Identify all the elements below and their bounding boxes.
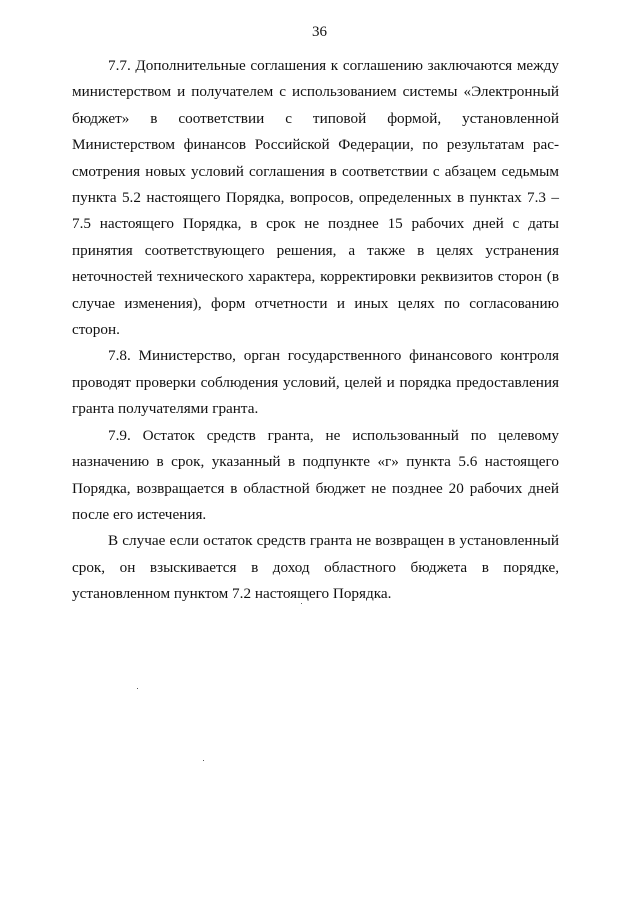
document-body [72,53,559,608]
paragraph-7-8: 7.8. Министерство, орган государственного финансового контроля проводят проверки соблюдения условий, целей и порядка предоставления гранта получателями гранта. [72,347,559,418]
paragraph-7-9: 7.9. Остаток средств гранта, не использованный по целевому назначению в срок, указанный в подпункте «г» пункта 5.6 настоящего Порядка, возвращается в областной бюджет не позднее 20 рабочих дней после его истечения. [72,426,559,523]
scan-speck [203,760,204,761]
paragraph-remainder: В случае если остаток средств гранта не возвращен в установленный срок, он взыскивается в доход областного бюджета в порядке, установленном пунктом 7.2 настоящего Порядка. [72,532,559,603]
page-number: 36 [312,24,327,40]
scan-speck [137,688,138,689]
scan-speck [301,603,302,604]
paragraph-7-7: 7.7. Дополнительные соглашения к соглашению заключаются между министерством и получателем с использованием системы «Электронный бюджет» в соответствии с типовой формой, установленной Министерством финансов Российской Федерации, по результатам рассмотрения новых условий соглашения в соответствии с абзацем седьмым пункта 5.2 настоящего Порядка, вопросов, определенных в пунктах 7.3 – 7.5 настоящего Порядка, в срок не позднее 15 рабочих дней с даты принятия соответствующего решения, а также в целях устранения неточностей технического характера, корректировки реквизитов сторон (в случае изменения), форм отчетности и иных целях по согласованию сторон. [72,57,559,339]
